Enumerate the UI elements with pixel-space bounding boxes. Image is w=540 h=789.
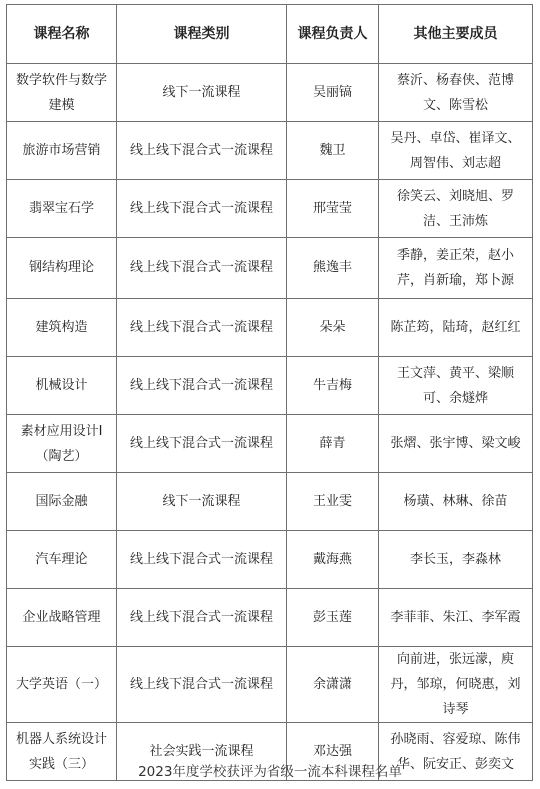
table-row [7,647,533,723]
course-category-cell: 线下一流课程 [117,473,287,531]
course-category-cell: 线上线下混合式一流课程 [117,180,287,238]
course-leader-cell: 魏卫 [287,122,379,180]
course-name-cell: 国际金融 [7,473,117,531]
course-name-cell: 机械设计 [7,357,117,415]
header-course-category: 课程类别 [117,5,287,64]
course-category-cell: 线上线下混合式一流课程 [117,122,287,180]
members-cell: 徐笑云、刘晓旭、罗洁、王沛炼 [379,180,533,238]
course-name-cell: 企业战略管理 [7,589,117,647]
table-row [7,122,533,180]
header-other-members: 其他主要成员 [379,5,533,64]
table-row [7,531,533,589]
members-cell: 孙晓雨、容爱琼、陈伟华、阮安正、彭奕文 [379,723,533,781]
table-row [7,180,533,238]
table-header-row [7,5,533,64]
course-category-cell: 线上线下混合式一流课程 [117,299,287,357]
members-cell: 向前进，张远濛，庾丹，邹琼，何晓惠，刘诗琴 [379,647,533,723]
members-cell: 陈芷筠，陆琦，赵红红 [379,299,533,357]
course-list-table-container [6,4,532,781]
course-leader-cell: 邓达强 [287,723,379,781]
members-cell: 季静，姜正荣，赵小芹，肖新瑜，郑卜源 [379,238,533,299]
course-leader-cell: 熊逸丰 [287,238,379,299]
table-caption: 2023年度学校获评为省级一流本科课程名单 [138,764,402,780]
course-name-cell: 旅游市场营销 [7,122,117,180]
table-row [7,238,533,299]
members-cell: 杨璜、林琳、徐苗 [379,473,533,531]
members-cell: 李长玉，李淼林 [379,531,533,589]
members-cell: 吴丹、卓岱、崔译文、周智伟、刘志超 [379,122,533,180]
course-category-cell: 线上线下混合式一流课程 [117,647,287,723]
table-row [7,299,533,357]
table-row [7,357,533,415]
table-row [7,64,533,122]
course-leader-cell: 王业雯 [287,473,379,531]
course-name-cell: 汽车理论 [7,531,117,589]
course-name-cell: 钢结构理论 [7,238,117,299]
course-leader-cell: 朵朵 [287,299,379,357]
course-name-cell: 数学软件与数学建模 [7,64,117,122]
course-leader-cell: 邢莹莹 [287,180,379,238]
course-category-cell: 社会实践一流课程 [117,723,287,781]
course-category-cell: 线上线下混合式一流课程 [117,357,287,415]
course-category-cell: 线上线下混合式一流课程 [117,531,287,589]
course-name-cell: 建筑构造 [7,299,117,357]
course-name-cell: 机器人系统设计实践（三） [7,723,117,781]
course-leader-cell: 牛吉梅 [287,357,379,415]
table-row [7,473,533,531]
course-table [6,4,533,781]
course-name-cell: 素材应用设计I（陶艺） [7,415,117,473]
course-leader-cell: 薛青 [287,415,379,473]
course-leader-cell: 彭玉莲 [287,589,379,647]
course-category-cell: 线上线下混合式一流课程 [117,589,287,647]
course-name-cell: 翡翠宝石学 [7,180,117,238]
header-course-leader: 课程负责人 [287,5,379,64]
table-row [7,415,533,473]
members-cell: 蔡沂、杨春侠、范博文、陈雪松 [379,64,533,122]
members-cell: 李菲菲、朱江、李军霞 [379,589,533,647]
header-course-name: 课程名称 [7,5,117,64]
members-cell: 王文萍、黄平、梁顺可、余燧烨 [379,357,533,415]
course-leader-cell: 余潇潇 [287,647,379,723]
course-category-cell: 线上线下混合式一流课程 [117,238,287,299]
table-row [7,589,533,647]
course-leader-cell: 戴海燕 [287,531,379,589]
course-name-cell: 大学英语（一） [7,647,117,723]
members-cell: 张熠、张宇博、梁文峻 [379,415,533,473]
course-category-cell: 线下一流课程 [117,64,287,122]
course-leader-cell: 吴丽镐 [287,64,379,122]
course-category-cell: 线上线下混合式一流课程 [117,415,287,473]
